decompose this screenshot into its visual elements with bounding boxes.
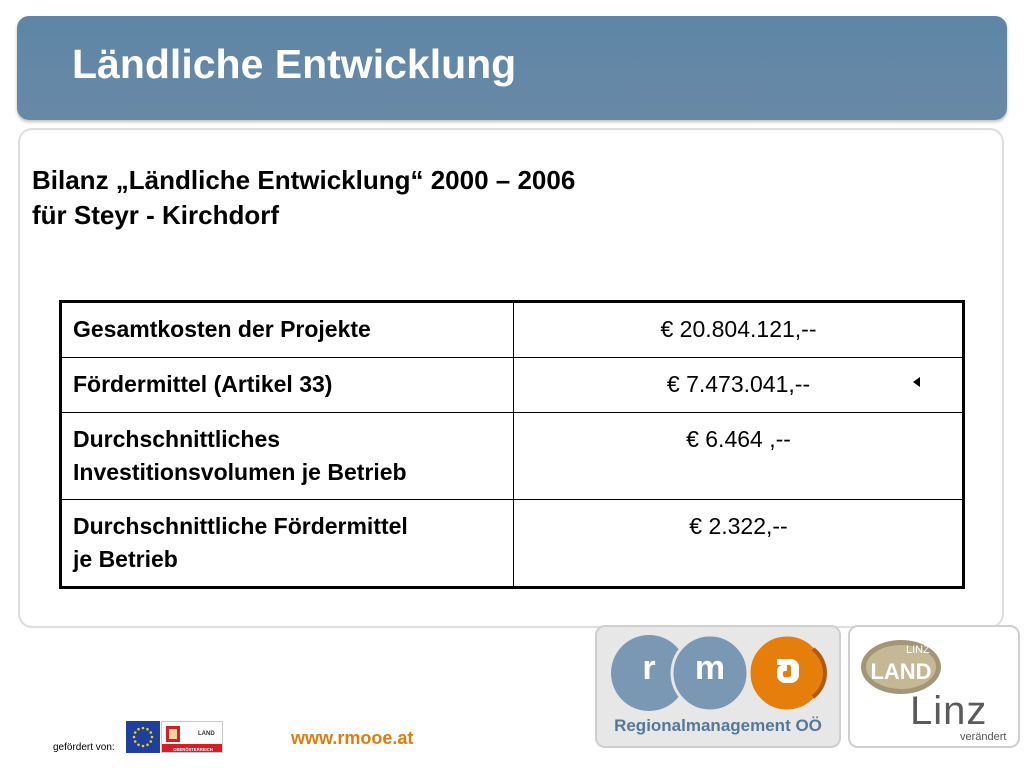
table-row — [61, 302, 964, 358]
table-row — [61, 500, 964, 588]
subtitle-line-1: Bilanz „Ländliche Entwicklung“ 2000 – 2006 — [32, 165, 576, 195]
website-link[interactable]: www.rmooe.at — [291, 728, 414, 748]
slide-subtitle — [32, 163, 575, 233]
title-bar — [17, 16, 1007, 120]
linz-land-badge — [858, 633, 958, 695]
slide-title: Ländliche Entwicklung — [72, 41, 517, 87]
eu-flag-icon — [126, 721, 160, 753]
row-label — [61, 413, 514, 500]
row-label-line-1: Durchschnittliche Fördermittel — [73, 513, 408, 539]
row-value: € 6.464 ,-- — [514, 413, 964, 500]
rm-logo-circles — [597, 627, 839, 717]
land-logo-graphic — [162, 722, 223, 753]
row-value: € 20.804.121,-- — [514, 302, 964, 358]
rm-letter-m: m — [694, 649, 726, 687]
eu-stars-icon — [126, 721, 160, 753]
row-value: € 7.473.041,-- — [666, 371, 811, 397]
row-label — [61, 500, 514, 588]
table-row — [61, 413, 964, 500]
row-label-line-1: Durchschnittliches — [73, 426, 281, 452]
table-row — [61, 358, 964, 413]
linz-logo-sub: verändert — [960, 731, 1007, 743]
linz-badge-main: LAND — [870, 659, 932, 684]
land-oberoesterreich-logo — [161, 721, 223, 753]
linz-logo — [848, 625, 1020, 748]
land-logo-sub: OBERÖSTERREICH — [173, 747, 213, 752]
row-value-cell — [514, 358, 964, 413]
subtitle-line-2: für Steyr - Kirchdorf — [32, 200, 280, 230]
row-label: Fördermittel (Artikel 33) — [61, 358, 514, 413]
row-value: € 2.322,-- — [514, 500, 964, 588]
row-label-line-2: Investitionsvolumen je Betrieb — [73, 459, 407, 485]
bilanz-table — [59, 300, 965, 589]
row-label: Gesamtkosten der Projekte — [61, 302, 514, 358]
row-label-line-2: je Betrieb — [73, 546, 178, 572]
funded-by-label: gefördert von: — [53, 742, 115, 753]
linz-logo-word: Linz — [910, 689, 988, 733]
linz-badge-top: LINZ — [906, 644, 930, 656]
land-logo-word: LAND — [198, 731, 215, 737]
regionalmanagement-logo — [595, 625, 841, 748]
rm-logo-caption: Regionalmanagement OÖ — [614, 716, 822, 735]
rm-letter-r: r — [642, 649, 656, 687]
triangle-left-icon — [913, 377, 920, 387]
